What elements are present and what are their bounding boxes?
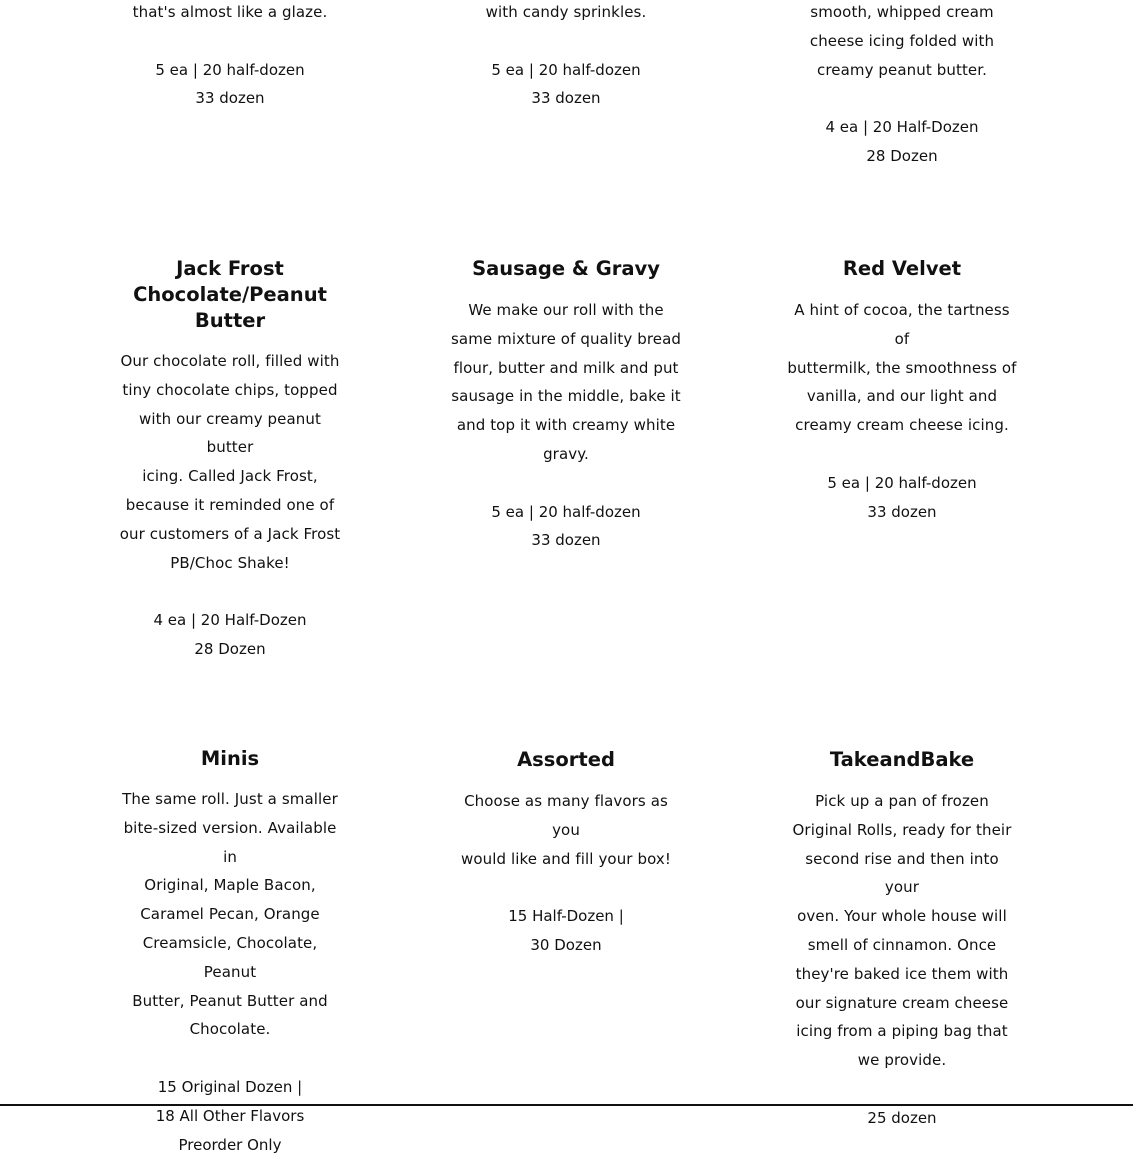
item-description: smooth, whipped cream cheese icing folded with creamy peanut butter. xyxy=(809,3,995,79)
item-description: We make our roll with the same mixture of quality bread flour, butter and milk and put sausage in the middle, bake it and top it with creamy white gravy. xyxy=(451,301,682,463)
menu-item-takeandbake xyxy=(787,747,1017,1133)
item-description: The same roll. Just a smaller bite-sized version. Available in Original, Maple Bacon, Caramel Pecan, Orange Creamsicle, Chocolate, Peanut Butter, Peanut Butter and Chocolate. xyxy=(122,790,338,1039)
item-description: Pick up a pan of frozen Original Rolls, ready for their second rise and then into your oven. Your whole house will smell of cinnamon. Once they're baked ice them with our signature cream cheese icing from a piping bag that we provide. xyxy=(792,792,1012,1070)
item-price: 15 Half-Dozen | 30 Dozen xyxy=(508,907,624,954)
item-description: Choose as many flavors as you would like and fill your box! xyxy=(461,792,671,868)
item-title: Red Velvet xyxy=(842,257,962,280)
item-price: 4 ea | 20 Half-Dozen 28 Dozen xyxy=(153,611,307,658)
menu-item-top-3 xyxy=(787,0,1017,171)
item-price: 5 ea | 20 half-dozen 33 dozen xyxy=(155,60,305,108)
item-price: 5 ea | 20 half-dozen 33 dozen xyxy=(491,502,641,550)
menu-item-red-velvet xyxy=(787,256,1017,526)
item-price: 4 ea | 20 Half-Dozen 28 Dozen xyxy=(825,118,979,165)
item-description: A hint of cocoa, the tartness of buttermilk, the smoothness of vanilla, and our light and creamy cream cheese icing. xyxy=(787,301,1017,435)
item-price: 5 ea | 20 half-dozen 33 dozen xyxy=(827,473,977,521)
item-price: 15 Original Dozen | 18 All Other Flavors Preorder Only xyxy=(155,1077,305,1154)
item-price: 25 dozen xyxy=(867,1108,937,1127)
menu-item-top-2 xyxy=(451,0,681,113)
item-description: with candy sprinkles. xyxy=(485,3,647,21)
menu-item-jack-frost xyxy=(115,256,345,664)
item-title: Jack Frost Chocolate/Peanut Butter xyxy=(133,257,327,332)
item-description: that's almost like a glaze. xyxy=(132,3,328,21)
item-title: TakeandBake xyxy=(829,748,975,771)
item-price: 5 ea | 20 half-dozen 33 dozen xyxy=(491,60,641,108)
menu-item-minis xyxy=(115,746,345,1159)
item-title: Minis xyxy=(200,747,260,770)
item-title: Assorted xyxy=(517,748,615,771)
menu-item-assorted xyxy=(451,747,681,960)
menu-item-top-1 xyxy=(115,0,345,113)
item-description: Our chocolate roll, filled with tiny chocolate chips, topped with our creamy peanut butter icing. Called Jack Frost, because it reminded one of our customers of a Jack Frost PB/Choc Shake! xyxy=(119,352,341,572)
menu-item-sausage-gravy xyxy=(451,256,681,555)
item-title: Sausage & Gravy xyxy=(472,257,660,280)
